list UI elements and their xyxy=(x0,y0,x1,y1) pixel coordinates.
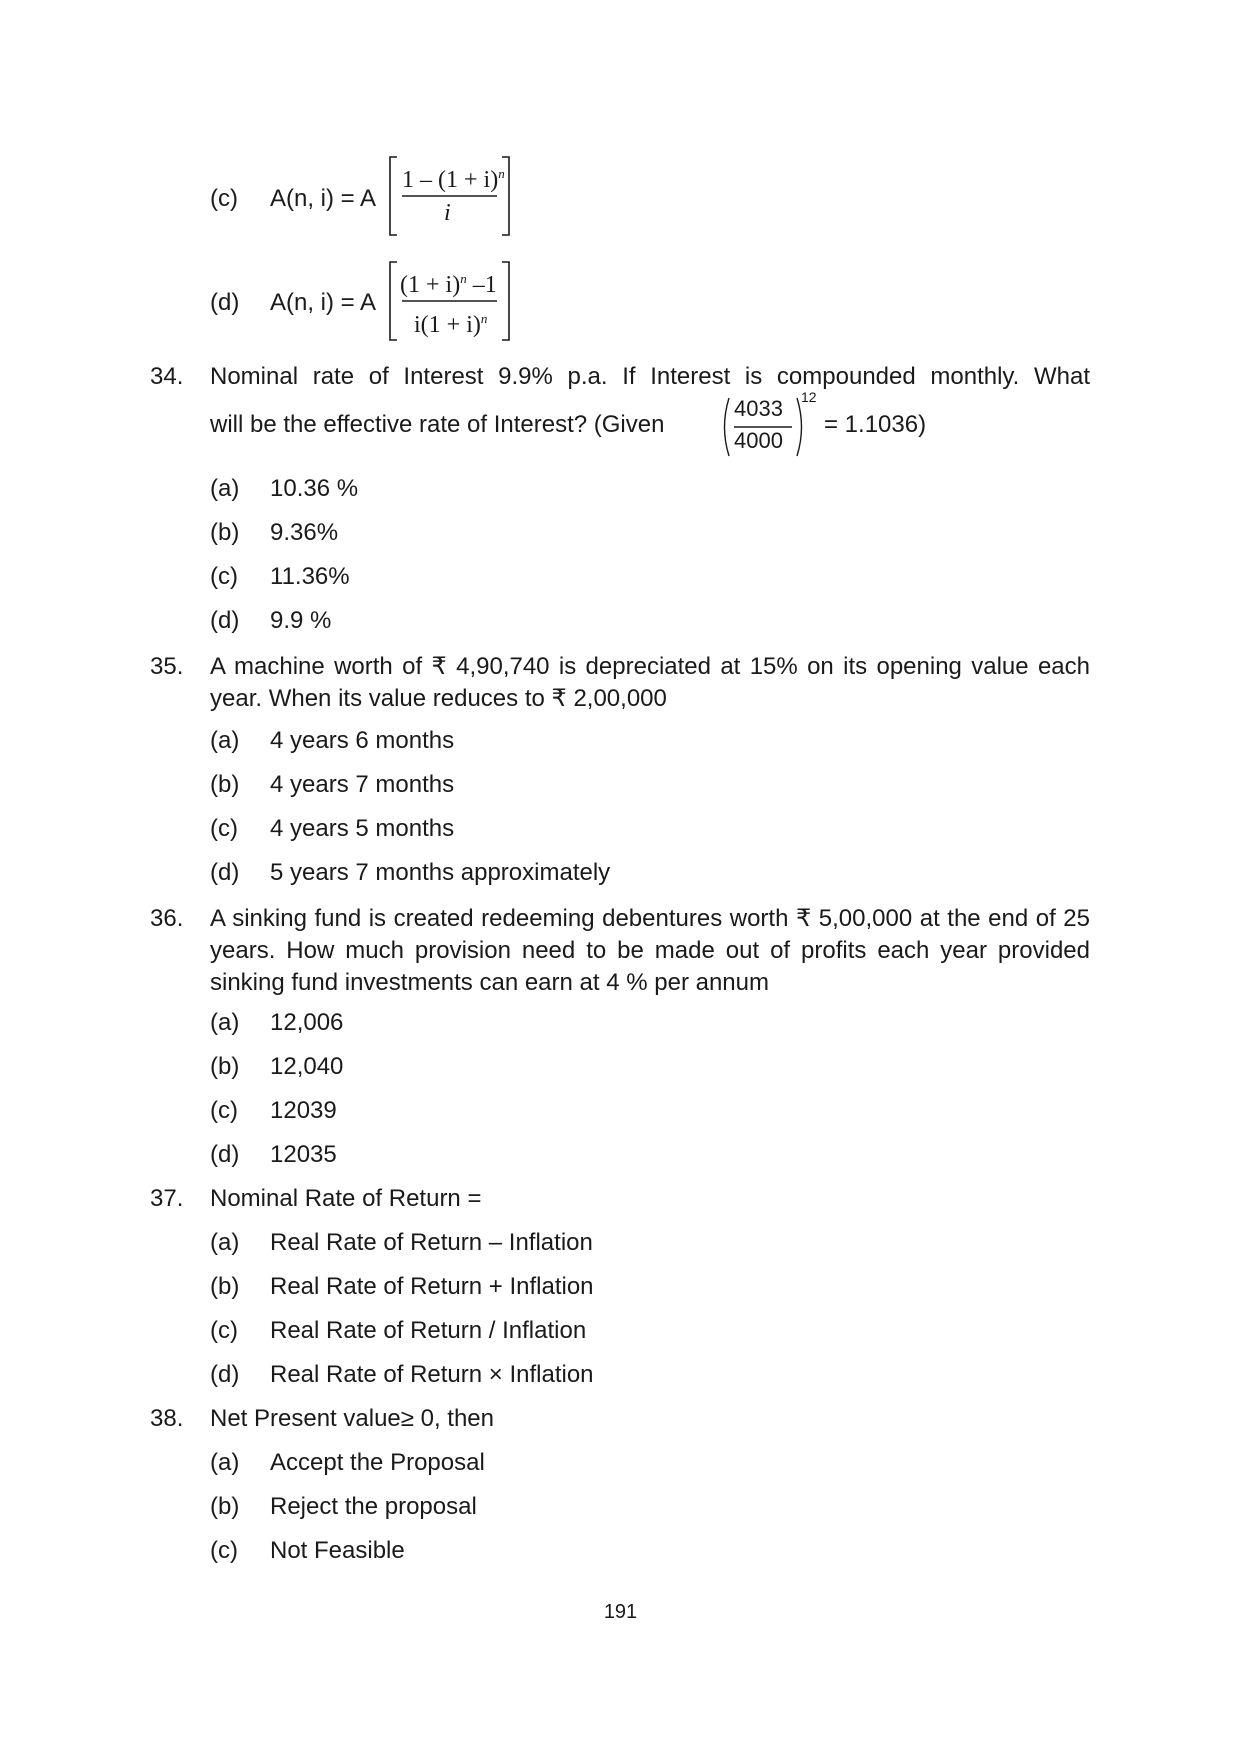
option-text: 12,040 xyxy=(270,1053,344,1080)
option-text: Real Rate of Return + Inflation xyxy=(270,1273,594,1300)
option-text: Accept the Proposal xyxy=(270,1449,485,1476)
option-label: (d) xyxy=(210,1141,240,1168)
option-label: (a) xyxy=(210,727,240,754)
option-label: (c) xyxy=(210,815,238,842)
formula-numerator: $(1 + i)^n$ –1 xyxy=(400,271,497,298)
option-label: (c) xyxy=(210,563,238,590)
option-text: 10.36 % xyxy=(270,475,359,502)
option-label: (a) xyxy=(210,475,240,502)
option-text: 12,006 xyxy=(270,1009,344,1036)
option-label: (d) xyxy=(210,1361,240,1388)
question-text: will be the effective rate of Interest? (Given xyxy=(210,411,665,438)
question-text: Net Present value≥ 0, then xyxy=(210,1405,495,1432)
given-exponent: 12 xyxy=(801,389,817,405)
option-label: (d) xyxy=(210,289,240,316)
option-label: (b) xyxy=(210,519,240,546)
question-text: = 1.1036) xyxy=(824,411,927,438)
question-text: A sinking fund is created redeeming debentures worth ₹ 5,00,000 at the end of 25 years. How much provision need to be made out of profits each year provided sinking fund investments can earn at 4 % per annum xyxy=(210,905,1090,996)
option-text: Reject the proposal xyxy=(270,1493,477,1520)
option-text: 12035 xyxy=(270,1141,337,1168)
option-label: (a) xyxy=(210,1009,240,1036)
option-label: (b) xyxy=(210,1493,240,1520)
option-text: 12039 xyxy=(270,1097,337,1124)
option-text: 4 years 6 months xyxy=(270,727,455,754)
option-label: (d) xyxy=(210,859,240,886)
option-text: 5 years 7 months approximately xyxy=(270,859,611,886)
option-label: (b) xyxy=(210,771,240,798)
question-number: 38. xyxy=(150,1405,184,1432)
option-text: Real Rate of Return – Inflation xyxy=(270,1229,593,1256)
formula-lhs: A(n, i) = A xyxy=(270,289,377,316)
question-number: 36. xyxy=(150,905,184,932)
option-label: (c) xyxy=(210,1317,238,1344)
option-label: (b) xyxy=(210,1053,240,1080)
question-number: 34. xyxy=(150,363,184,390)
question-text: Nominal Rate of Return = xyxy=(210,1185,482,1212)
option-label: (c) xyxy=(210,1097,238,1124)
option-text: 9.9 % xyxy=(270,607,332,634)
option-text: 9.36% xyxy=(270,519,339,546)
page-number: 191 xyxy=(603,1601,638,1623)
formula-numerator: $1 - (1 + i)^n$ xyxy=(402,166,505,193)
option-label: (c) xyxy=(210,1537,238,1564)
formula-denominator: i xyxy=(444,200,451,226)
option-label: (c) xyxy=(210,185,238,212)
option-label: (d) xyxy=(210,607,240,634)
question-number: 37. xyxy=(150,1185,184,1212)
option-label: (a) xyxy=(210,1229,240,1256)
formula-lhs: A(n, i) = A xyxy=(270,185,377,212)
option-text: Real Rate of Return / Inflation xyxy=(270,1317,587,1344)
option-text: 4 years 7 months xyxy=(270,771,455,798)
question-text: Nominal rate of Interest 9.9% p.a. If Interest is compounded monthly. What xyxy=(210,363,1090,390)
formula-denominator: $i(1 + i)^n$ xyxy=(414,311,488,338)
option-text: 4 years 5 months xyxy=(270,815,455,842)
option-label: (b) xyxy=(210,1273,240,1300)
option-label: (a) xyxy=(210,1449,240,1476)
given-denominator: 4000 xyxy=(734,428,783,453)
option-text: Not Feasible xyxy=(270,1537,405,1564)
question-text: A machine worth of ₹ 4,90,740 is depreciated at 15% on its opening value each year. When its value reduces to ₹ 2,00,000 xyxy=(210,653,1090,712)
option-text: Real Rate of Return × Inflation xyxy=(270,1361,594,1388)
option-text: 11.36% xyxy=(270,563,350,590)
question-number: 35. xyxy=(150,653,184,680)
given-numerator: 4033 xyxy=(734,396,783,421)
